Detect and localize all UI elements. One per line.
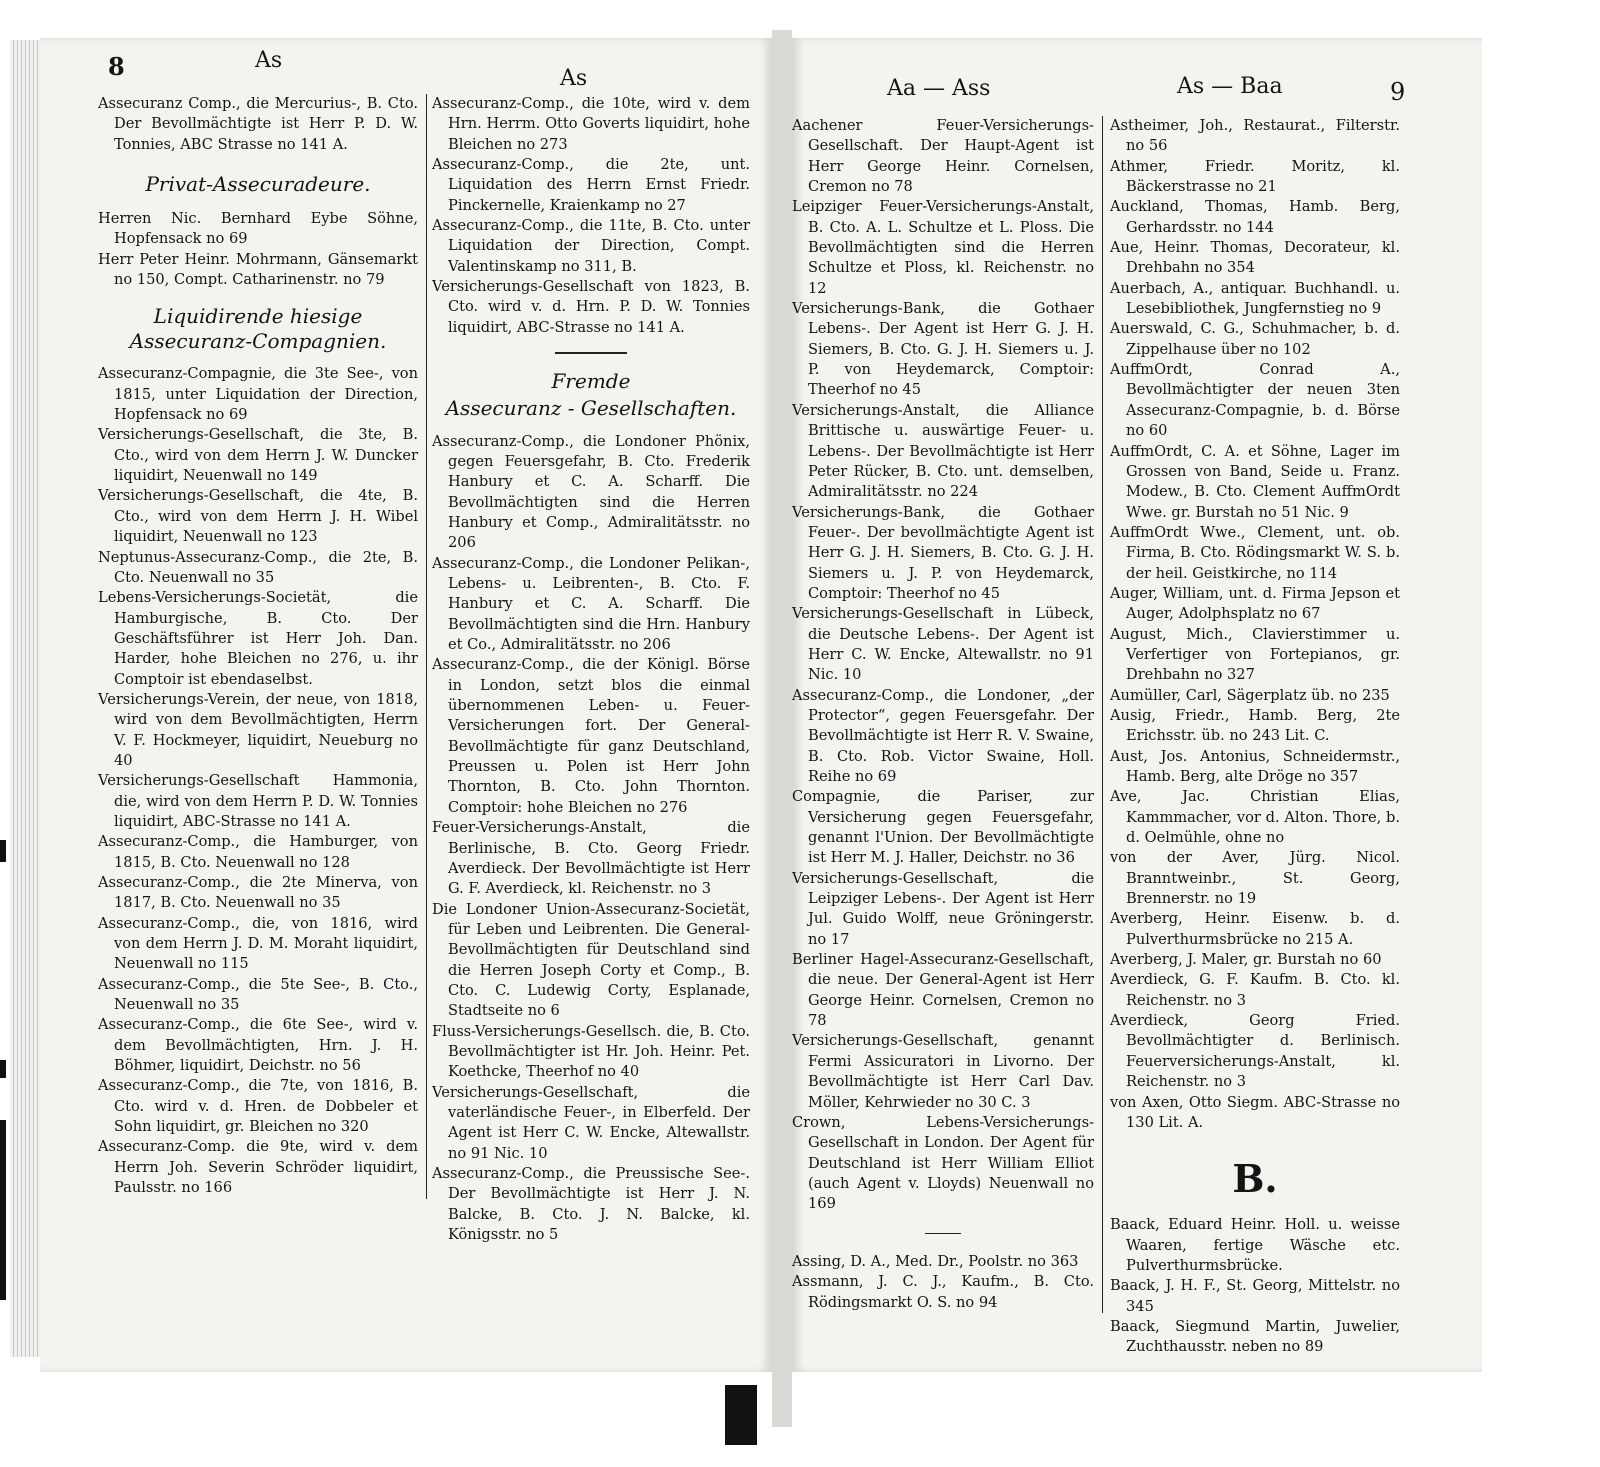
directory-entry: Assecuranz-Comp., die 5te See-, B. Cto., Neuenwall no 35: [98, 975, 418, 1014]
right-page: [792, 38, 1482, 1372]
directory-entry: Versicherungs-Bank, die Gothaer Lebens-. Der Agent ist Herr G. J. H. Siemers, B. Cto. G. J. H. Siemers u. J. P. von Heydemarck, Comptoir: Theerhof no 45: [792, 300, 1094, 399]
directory-entry: Ave, Jac. Christian Elias, Kammmacher, vor d. Alton. Thore, b. d. Oelmühle, ohne no: [1110, 788, 1400, 847]
separator-rule: [555, 352, 627, 354]
directory-entry: Herren Nic. Bernhard Eybe Söhne, Hopfensack no 69: [98, 210, 418, 248]
directory-entry: Lebens-Versicherungs-Societät, die Hamburgische, B. Cto. Der Geschäftsführer ist Herr Joh. Dan. Harder, hohe Bleichen no 276, u. ihr Comptoir ist ebendaselbst.: [98, 589, 418, 688]
directory-entry: AuffmOrdt Wwe., Clement, unt. ob. Firma, B. Cto. Rödingsmarkt W. S. b. der heil. Geistkirche, no 114: [1110, 523, 1400, 582]
directory-entry: Auger, William, unt. d. Firma Jepson et Auger, Adolphsplatz no 67: [1110, 584, 1400, 623]
left-column-1: [98, 94, 427, 1199]
section-heading: Liquidirende hiesige: [153, 304, 363, 329]
section-letter: B.: [1232, 1156, 1278, 1202]
directory-entry: Versicherungs-Gesellschaft in Lübeck, die Deutsche Lebens-. Der Agent ist Herr C. W. Encke, Altewallstr. no 91 Nic. 10: [792, 605, 1094, 684]
directory-entry: Assecuranz-Comp., die Londoner Phönix, gegen Feuersgefahr, B. Cto. Frederik Hanbury et C. A. Scharff. Die Bevollmächtigten sind die Herren Hanbury et Comp., Admiralitätsstr. no 206: [432, 432, 750, 552]
directory-entry: AuffmOrdt, C. A. et Söhne, Lager im Grossen von Band, Seide u. Franz. Modew., B. Cto. Clement AuffmOrdt Wwe. gr. Burstah no 51 Nic. 9: [1110, 442, 1400, 521]
section-heading: Privat-Assecuradeure.: [145, 172, 371, 197]
directory-entry: Feuer-Versicherungs-Anstalt, die Berlinische, B. Cto. Georg Friedr. Averdieck. Der Bevollmächtigte ist Herr G. F. Averdieck, kl. Reichenstr. no 3: [432, 819, 750, 898]
directory-entry: Assmann, J. C. J., Kaufm., B. Cto. Rödingsmarkt O. S. no 94: [792, 1273, 1094, 1311]
directory-entry: von der Aver, Jürg. Nicol. Branntweinbr., St. Georg, Brennerstr. no 19: [1110, 849, 1400, 908]
directory-entry: Versicherungs-Bank, die Gothaer Feuer-. Der bevollmächtigte Agent ist Herr G. J. H. Siemers, B. Cto. G. J. H. Siemers u. J. P. von Heydemarck, Comptoir: Theerhof no 45: [792, 503, 1094, 602]
directory-entry: Versicherungs-Gesellschaft von 1823, B. Cto. wird v. d. Hrn. P. D. W. Tonnies liquidirt, ABC-Strasse no 141 A.: [432, 278, 750, 336]
section-heading: Fremde: [551, 368, 631, 393]
directory-entry: Compagnie, die Pariser, zur Versicherung gegen Feuersgefahr, genannt l'Union. Der Bevollmächtigte ist Herr M. J. Haller, Deichstr. no 36: [792, 788, 1094, 867]
gutter-clamp: [725, 1385, 757, 1445]
directory-entry: Assecuranz-Comp., die 10te, wird v. dem Hrn. Herrm. Otto Goverts liquidirt, hohe Bleichen no 273: [432, 95, 750, 153]
directory-entry: Versicherungs-Anstalt, die Alliance Brittische u. auswärtige Feuer- u. Lebens-. Der Bevollmächtigte ist Herr Peter Rücker, B. Cto. unt. demselben, Admiralitätsstr. no 224: [792, 401, 1094, 501]
directory-entry: Neptunus-Assecuranz-Comp., die 2te, B. Cto. Neuenwall no 35: [98, 548, 418, 586]
directory-entry: Averberg, Heinr. Eisenw. b. d. Pulverthurmsbrücke no 215 A.: [1110, 910, 1400, 948]
directory-entry: Assecuranz-Comp., die der Königl. Börse in London, setzt blos die einmal übernommenen Leben- u. Feuer-Versicherungen fort. Der General-Bevollmächtigte für ganz Deutschland, Preussen u. Polen ist Herr John Thornton, B. Cto. John Thornton. Comptoir: hohe Bleichen no 276: [432, 656, 750, 816]
page-edge-leaves: [10, 40, 40, 1357]
directory-entry: Assecuranz-Comp., die 11te, B. Cto. unter Liquidation der Direction, Compt. Valentinskamp no 311, B.: [432, 217, 750, 275]
directory-entry: Berliner Hagel-Assecuranz-Gesellschaft, die neue. Der General-Agent ist Herr George Heinr. Cornelsen, Cremon no 78: [792, 951, 1094, 1030]
edge-mark: [0, 1120, 6, 1300]
running-head-right: As — Baa: [1177, 74, 1283, 99]
directory-entry: Assecuranz Comp., die Mercurius-, B. Cto. Der Bevollmächtigte ist Herr P. D. W. Tonnies, ABC Strasse no 141 A.: [98, 95, 418, 153]
directory-entry: Assecuranz-Comp. die 9te, wird v. dem Herrn Joh. Severin Schröder liquidirt, Paulsstr. no 166: [98, 1138, 418, 1197]
directory-entry: Fluss-Versicherungs-Gesellsch. die, B. Cto. Bevollmächtigter ist Hr. Joh. Heinr. Pet. Koethcke, Theerhof no 40: [432, 1022, 750, 1081]
directory-entry: Versicherungs-Gesellschaft, die 4te, B. Cto., wird von dem Herrn J. H. Wibel liquidirt, Neuenwall no 123: [98, 487, 418, 546]
directory-entry: Auckland, Thomas, Hamb. Berg, Gerhardsstr. no 144: [1110, 198, 1400, 236]
edge-mark: [0, 1060, 6, 1078]
directory-entry: Versicherungs-Gesellschaft, die Leipziger Lebens-. Der Agent ist Herr Jul. Guido Wolff, neue Gröningerstr. no 17: [792, 869, 1094, 948]
book-gutter: [772, 30, 792, 1427]
directory-entry: Auerbach, A., antiquar. Buchhandl. u. Lesebibliothek, Jungfernstieg no 9: [1110, 279, 1400, 318]
entry-list: [1110, 1215, 1400, 1357]
directory-entry: Versicherungs-Gesellschaft, die vaterländische Feuer-, in Elberfeld. Der Agent ist Herr C. W. Encke, Altewallstr. no 91 Nic. 10: [432, 1083, 750, 1162]
directory-entry: Baack, Eduard Heinr. Holl. u. weisse Waaren, fertige Wäsche etc. Pulverthurmsbrücke.: [1110, 1216, 1400, 1274]
directory-entry: von Axen, Otto Siegm. ABC-Strasse no 130 Lit. A.: [1110, 1093, 1400, 1131]
entry-list: [1110, 116, 1400, 1133]
directory-entry: August, Mich., Clavierstimmer u. Verfertiger von Fortepianos, gr. Drehbahn no 327: [1110, 625, 1400, 684]
directory-entry: Assecuranz-Compagnie, die 3te See-, von 1815, unter Liquidation der Direction, Hopfensack no 69: [98, 365, 418, 424]
entry-list: [98, 209, 418, 290]
directory-entry: Assecuranz-Comp., die 2te, unt. Liquidation des Herrn Ernst Friedr. Pinckernelle, Kraienkamp no 27: [432, 156, 750, 214]
directory-entry: Averdieck, Georg Fried. Bevollmächtigter d. Berlinisch. Feuerversicherungs-Anstalt, kl. Reichenstr. no 3: [1110, 1012, 1400, 1091]
directory-entry: Assecuranz-Comp., die Londoner Pelikan-, Lebens- u. Leibrenten-, B. Cto. F. Hanbury et C. A. Scharff. Die Bevollmächtigten sind die Hrn. Hanbury et Co., Admiralitätsstr. no 206: [432, 554, 750, 654]
directory-entry: Versicherungs-Verein, der neue, von 1818, wird von dem Bevollmächtigten, Herrn V. F. Hockmeyer, liquidirt, Neueburg no 40: [98, 690, 418, 769]
directory-entry: Die Londoner Union-Assecuranz-Societät, für Leben und Leibrenten. Die General-Bevollmächtigten für Deutschland sind die Herren Joseph Corty et Comp., B. Cto. C. Ludewig Corty, Esplanade, Stadtseite no 6: [432, 900, 750, 1020]
directory-entry: Assecuranz-Comp., die 2te Minerva, von 1817, B. Cto. Neuenwall no 35: [98, 874, 418, 912]
directory-entry: AuffmOrdt, Conrad A., Bevollmächtigter der neuen 3ten Assecuranz-Compagnie, b. d. Börse no 60: [1110, 361, 1400, 440]
directory-entry: Baack, J. H. F., St. Georg, Mittelstr. no 345: [1110, 1277, 1400, 1315]
entry-list: [432, 432, 750, 1246]
directory-entry: Versicherungs-Gesellschaft, die 3te, B. Cto., wird von dem Herrn J. W. Duncker liquidirt, Neuenwall no 149: [98, 426, 418, 485]
directory-entry: Assecuranz-Comp., die 7te, von 1816, B. Cto. wird v. d. Hren. de Dobbeler et Sohn liquidirt, gr. Bleichen no 320: [98, 1077, 418, 1136]
directory-entry: Aachener Feuer-Versicherungs-Gesellschaft. Der Haupt-Agent ist Herr George Heinr. Cornelsen, Cremon no 78: [792, 117, 1094, 196]
directory-entry: Averberg, J. Maler, gr. Burstah no 60: [1110, 951, 1382, 969]
directory-entry: Astheimer, Joh., Restaurat., Filterstr. no 56: [1110, 117, 1400, 155]
directory-entry: Assecuranz-Comp., die Hamburger, von 1815, B. Cto. Neuenwall no 128: [98, 833, 418, 871]
running-head-left: Aa — Ass: [887, 76, 991, 101]
directory-entry: Leipziger Feuer-Versicherungs-Anstalt, B. Cto. A. L. Schultze et L. Ploss. Die Bevollmächtigten sind die Herren Schultze et Ploss, kl. Reichenstr. no 12: [792, 198, 1094, 297]
directory-entry: Aust, Jos. Antonius, Schneidermstr., Hamb. Berg, alte Dröge no 357: [1110, 747, 1400, 785]
directory-entry: Versicherungs-Gesellschaft, genannt Fermi Assicuratori in Livorno. Der Bevollmächtigte ist Herr Carl Dav. Möller, Kehrwieder no 30 C. 3: [792, 1032, 1094, 1111]
running-head-right: As: [560, 66, 588, 91]
directory-entry: Assecuranz-Comp., die 6te See-, wird v. dem Bevollmächtigten, Hrn. J. H. Böhmer, liquidirt, Deichstr. no 56: [98, 1016, 418, 1075]
page-number: 8: [108, 52, 125, 81]
left-column-2: [432, 94, 750, 1245]
entry-list: [792, 1252, 1094, 1313]
directory-entry: Versicherungs-Gesellschaft Hammonia, die, wird von dem Herrn P. D. W. Tonnies liquidirt, ABC-Strasse no 141 A.: [98, 772, 418, 830]
left-page: [40, 38, 772, 1372]
section-heading: Assecuranz-Compagnien.: [129, 329, 387, 354]
separator-rule: [925, 1233, 961, 1235]
entry-list: [98, 94, 418, 155]
running-head-left: As: [255, 48, 283, 73]
directory-entry: Ausig, Friedr., Hamb. Berg, 2te Erichsstr. üb. no 243 Lit. C.: [1110, 706, 1400, 745]
page-number: 9: [1390, 78, 1406, 106]
directory-entry: Auerswald, C. G., Schuhmacher, b. d. Zippelhause über no 102: [1110, 320, 1400, 358]
directory-entry: Herr Peter Heinr. Mohrmann, Gänsemarkt no 150, Compt. Catharinenstr. no 79: [98, 250, 418, 289]
directory-entry: Assing, D. A., Med. Dr., Poolstr. no 363: [792, 1253, 1079, 1271]
directory-entry: Baack, Siegmund Martin, Juwelier, Zuchthausstr. neben no 89: [1110, 1317, 1400, 1356]
directory-entry: Assecuranz-Comp., die, von 1816, wird von dem Herrn J. D. M. Moraht liquidirt, Neuenwall no 115: [98, 914, 418, 973]
entry-list: [432, 94, 750, 338]
edge-mark: [0, 840, 6, 862]
section-heading: Assecuranz - Gesellschaften.: [445, 395, 737, 420]
directory-entry: Assecuranz-Comp., die Preussische See-. Der Bevollmächtigte ist Herr J. N. Balcke, B. Cto. J. N. Balcke, kl. Königsstr. no 5: [432, 1165, 750, 1244]
directory-entry: Crown, Lebens-Versicherungs-Gesellschaft in London. Der Agent für Deutschland ist Herr William Elliot (auch Agent v. Lloyds) Neuenwall no 169: [792, 1113, 1094, 1213]
directory-entry: Assecuranz-Comp., die Londoner, „der Protector“, gegen Feuersgefahr. Der Bevollmächtigte ist Herr R. V. Swaine, B. Cto. Rob. Victor Swaine, Holl. Reihe no 69: [792, 686, 1094, 785]
right-column-1: [792, 116, 1103, 1313]
directory-entry: Aumüller, Carl, Sägerplatz üb. no 235: [1110, 686, 1390, 704]
entry-list: [98, 364, 418, 1198]
directory-entry: Averdieck, G. F. Kaufm. B. Cto. kl. Reichenstr. no 3: [1110, 971, 1400, 1009]
right-column-2: [1110, 116, 1400, 1358]
entry-list: [792, 116, 1094, 1215]
directory-entry: Aue, Heinr. Thomas, Decorateur, kl. Drehbahn no 354: [1110, 239, 1400, 277]
directory-entry: Athmer, Friedr. Moritz, kl. Bäckerstrasse no 21: [1110, 157, 1400, 196]
